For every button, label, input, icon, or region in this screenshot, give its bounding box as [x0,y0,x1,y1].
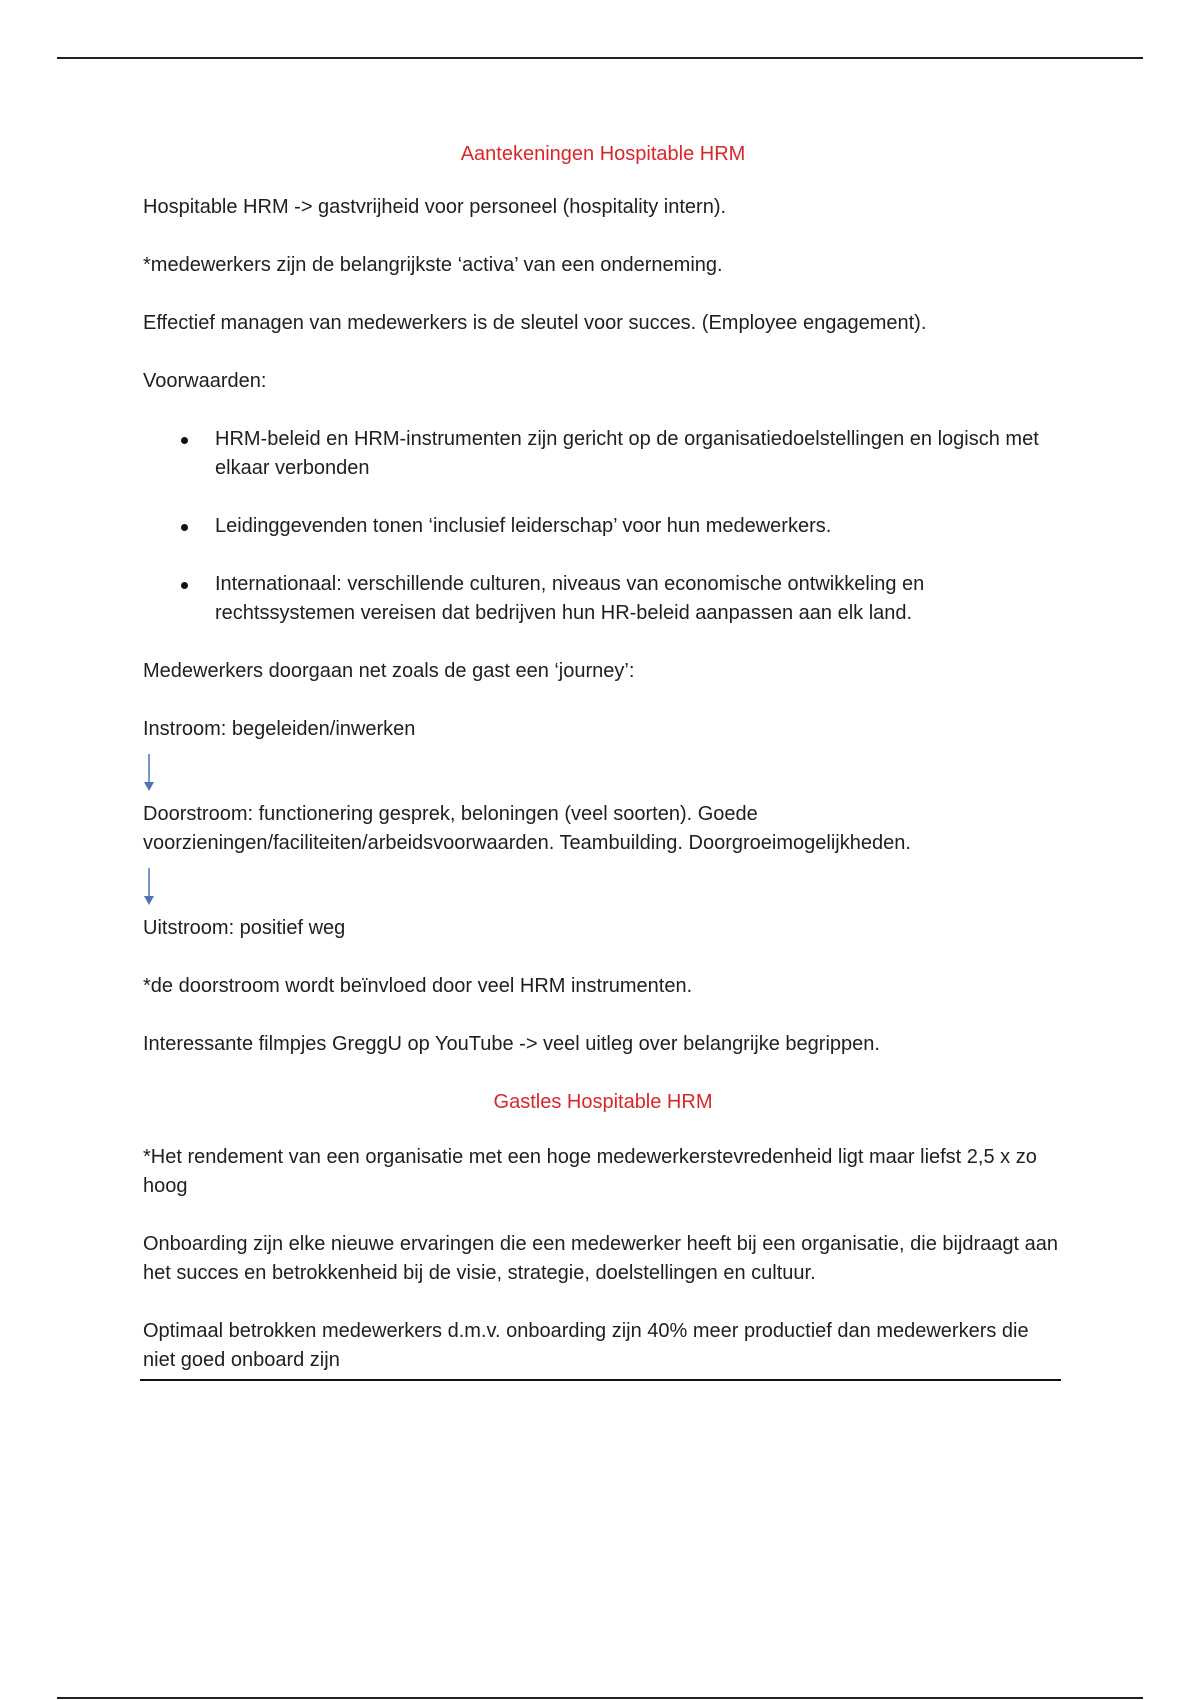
journey-step-instroom: Instroom: begeleiden/inwerken [143,718,416,740]
guest-lecture-paragraph: Onboarding zijn elke nieuwe ervaringen die een medewerker heeft bij een organisatie, die bijdraagt aan het succes en betrokkenheid bij de visie, strategie, doelstellingen en cultuur. [143,1233,1059,1284]
arrow-down-icon [143,864,157,908]
list-item [143,512,1063,541]
conditions-label: Voorwaarden: [143,370,267,392]
document-page [143,140,1063,1381]
note-paragraph: Interessante filmpjes GreggU op YouTube -> veel uitleg over belangrijke begrippen. [143,1033,880,1055]
list-item [143,425,1063,483]
intro-paragraph: *medewerkers zijn de belangrijkste ‘activa’ van een onderneming. [143,254,723,276]
intro-paragraph: Hospitable HRM -> gastvrijheid voor personeel (hospitality intern). [143,196,727,218]
arrow-down-icon [143,750,157,794]
note-paragraph: *de doorstroom wordt beïnvloed door veel HRM instrumenten. [143,975,693,997]
list-item-text: HRM-beleid en HRM-instrumenten zijn gericht op de organisatiedoelstellingen en logisch met elkaar verbonden [215,428,1039,479]
bottom-rule [57,1697,1143,1699]
document-title: Aantekeningen Hospitable HRM [460,143,746,165]
journey-step-doorstroom: Doorstroom: functionering gesprek, beloningen (veel soorten). Goede voorzieningen/faciliteiten/arbeidsvoorwaarden. Teambuilding. Doorgroeimogelijkheden. [143,803,911,854]
bullet-icon [181,437,188,444]
guest-lecture-paragraph: *Het rendement van een organisatie met een hoge medewerkerstevredenheid ligt maar liefst 2,5 x zo hoog [143,1146,1037,1197]
conditions-list [143,425,1063,628]
intro-paragraph: Effectief managen van medewerkers is de sleutel voor succes. (Employee engagement). [143,312,927,334]
bullet-icon [181,524,188,531]
list-item-text: Internationaal: verschillende culturen, niveaus van economische ontwikkeling en rechtssystemen vereisen dat bedrijven hun HR-beleid aanpassen aan elk land. [215,573,925,624]
top-rule [57,57,1143,59]
bullet-icon [181,582,188,589]
guest-lecture-paragraph: Optimaal betrokken medewerkers d.m.v. onboarding zijn 40% meer productief dan medewerkers die niet goed onboard zijn [140,1317,1061,1381]
list-item-text: Leidinggevenden tonen ‘inclusief leiderschap’ voor hun medewerkers. [215,515,832,537]
section-subtitle: Gastles Hospitable HRM [493,1091,713,1113]
list-item [143,570,1063,628]
journey-intro: Medewerkers doorgaan net zoals de gast een ‘journey’: [143,660,635,682]
journey-step-uitstroom: Uitstroom: positief weg [143,917,346,939]
